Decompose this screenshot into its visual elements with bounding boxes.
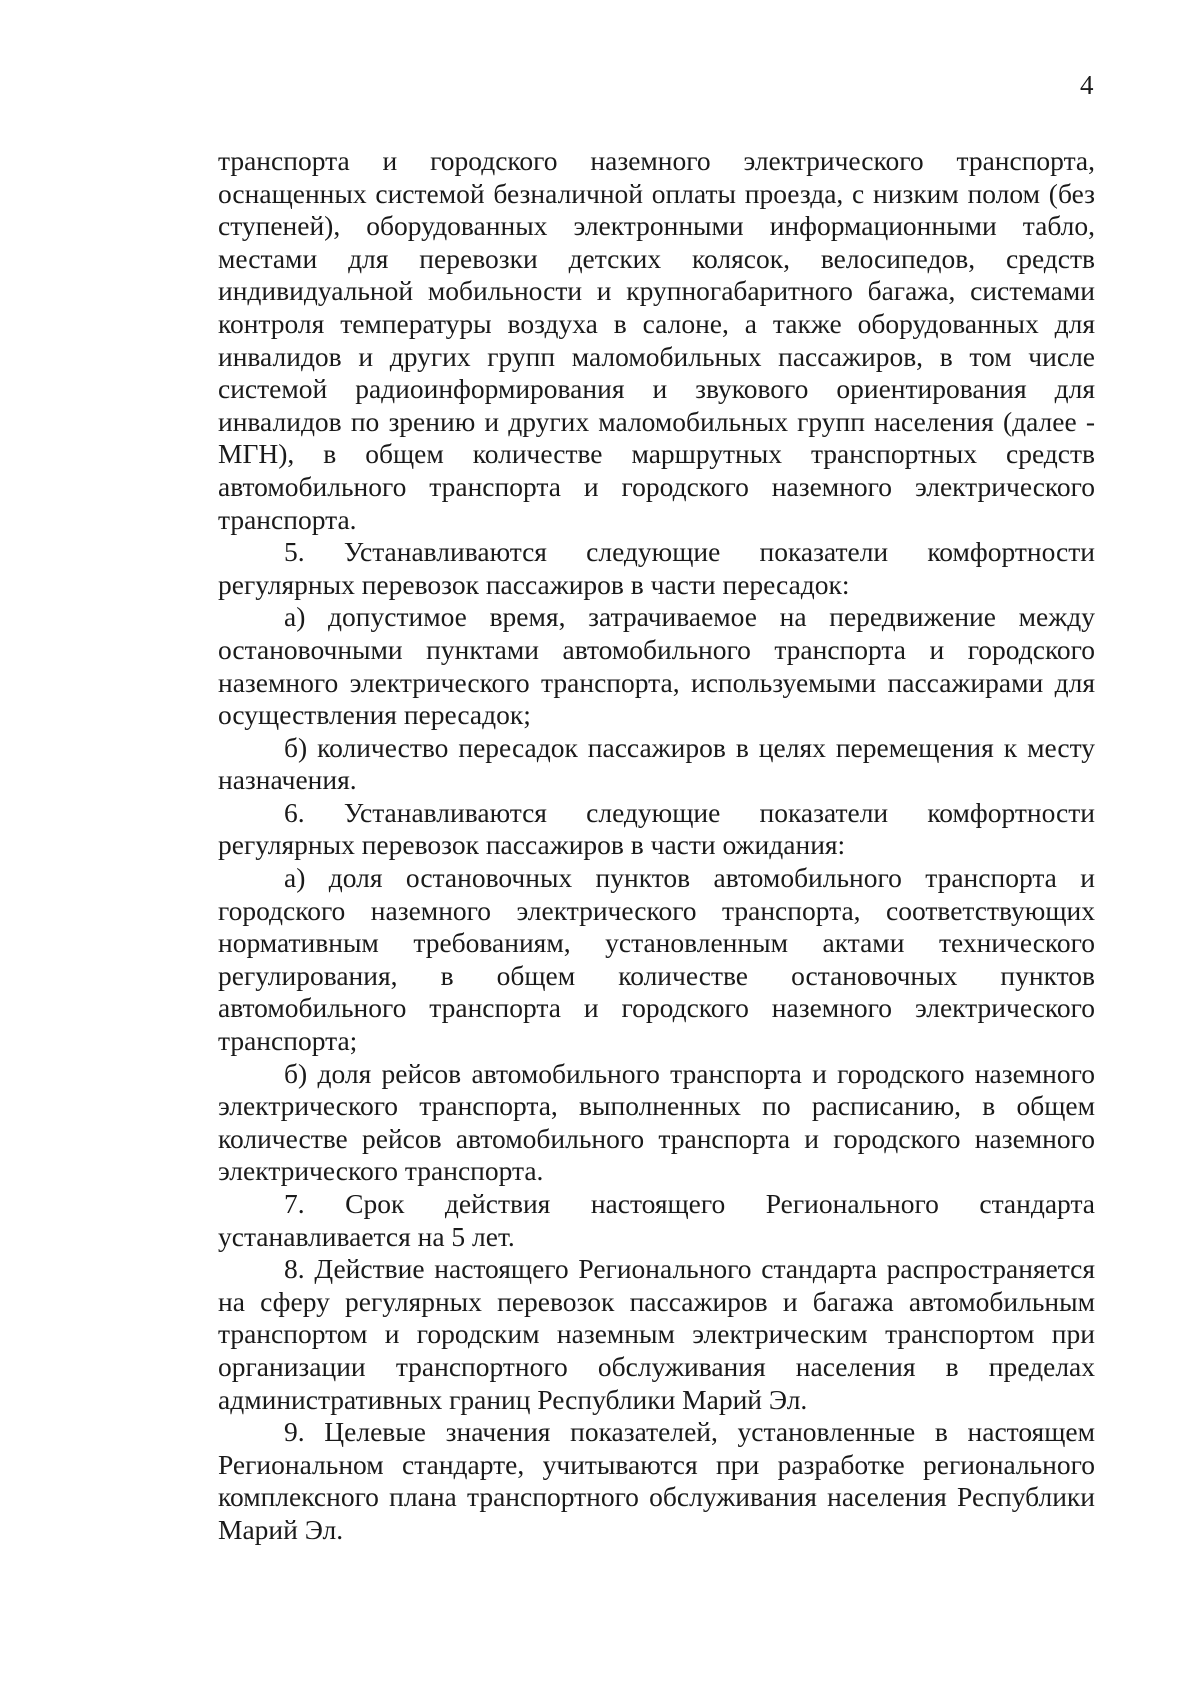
paragraph-item-5b: б) количество пересадок пассажиров в целях перемещения к месту назначения.: [218, 731, 1095, 796]
paragraph-item-6: 6. Устанавливаются следующие показатели комфортности регулярных перевозок пассажиров в части ожидания:: [218, 796, 1095, 861]
paragraph-continuation: транспорта и городского наземного электрического транспорта, оснащенных системой безналичной оплаты проезда, с низким полом (без ступеней), оборудованных электронными информационными табло, местами для перевозки детских колясок, велосипедов, средств индивидуальной мобильности и крупногабаритного багажа, системами контроля температуры воздуха в салоне, а также оборудованных для инвалидов и других групп маломобильных пассажиров, в том числе системой радиоинформирования и звукового ориентирования для инвалидов по зрению и других маломобильных групп населения (далее - МГН), в общем количестве маршрутных транспортных средств автомобильного транспорта и городского наземного электрического транспорта.: [218, 145, 1095, 535]
paragraph-item-6b: б) доля рейсов автомобильного транспорта и городского наземного электрического транспорта, выполненных по расписанию, в общем количестве рейсов автомобильного транспорта и городского наземного электрического транспорта.: [218, 1057, 1095, 1187]
document-body: [218, 145, 1095, 1547]
paragraph-item-8: 8. Действие настоящего Регионального стандарта распространяется на сферу регулярных перевозок пассажиров и багажа автомобильным транспортом и городским наземным электрическим транспортом при организации транспортного обслуживания населения в пределах административных границ Республики Марий Эл.: [218, 1253, 1095, 1415]
paragraph-item-6a: а) доля остановочных пунктов автомобильного транспорта и городского наземного электрического транспорта, соответствующих нормативным требованиям, установленным актами технического регулирования, в общем количестве остановочных пунктов автомобильного транспорта и городского наземного электрического транспорта;: [218, 862, 1095, 1057]
page-number: 4: [1080, 70, 1094, 100]
paragraph-item-7: 7. Срок действия настоящего Регионального стандарта устанавливается на 5 лет.: [218, 1188, 1095, 1252]
paragraph-item-5a: а) допустимое время, затрачиваемое на передвижение между остановочными пунктами автомобильного транспорта и городского наземного электрического транспорта, используемыми пассажирами для осуществления пересадок;: [218, 601, 1095, 731]
paragraph-item-5: 5. Устанавливаются следующие показатели комфортности регулярных перевозок пассажиров в части пересадок:: [218, 536, 1095, 600]
paragraph-item-9: 9. Целевые значения показателей, установленные в настоящем Региональном стандарте, учитываются при разработке регионального комплексного плана транспортного обслуживания населения Республики Марий Эл.: [218, 1416, 1095, 1545]
